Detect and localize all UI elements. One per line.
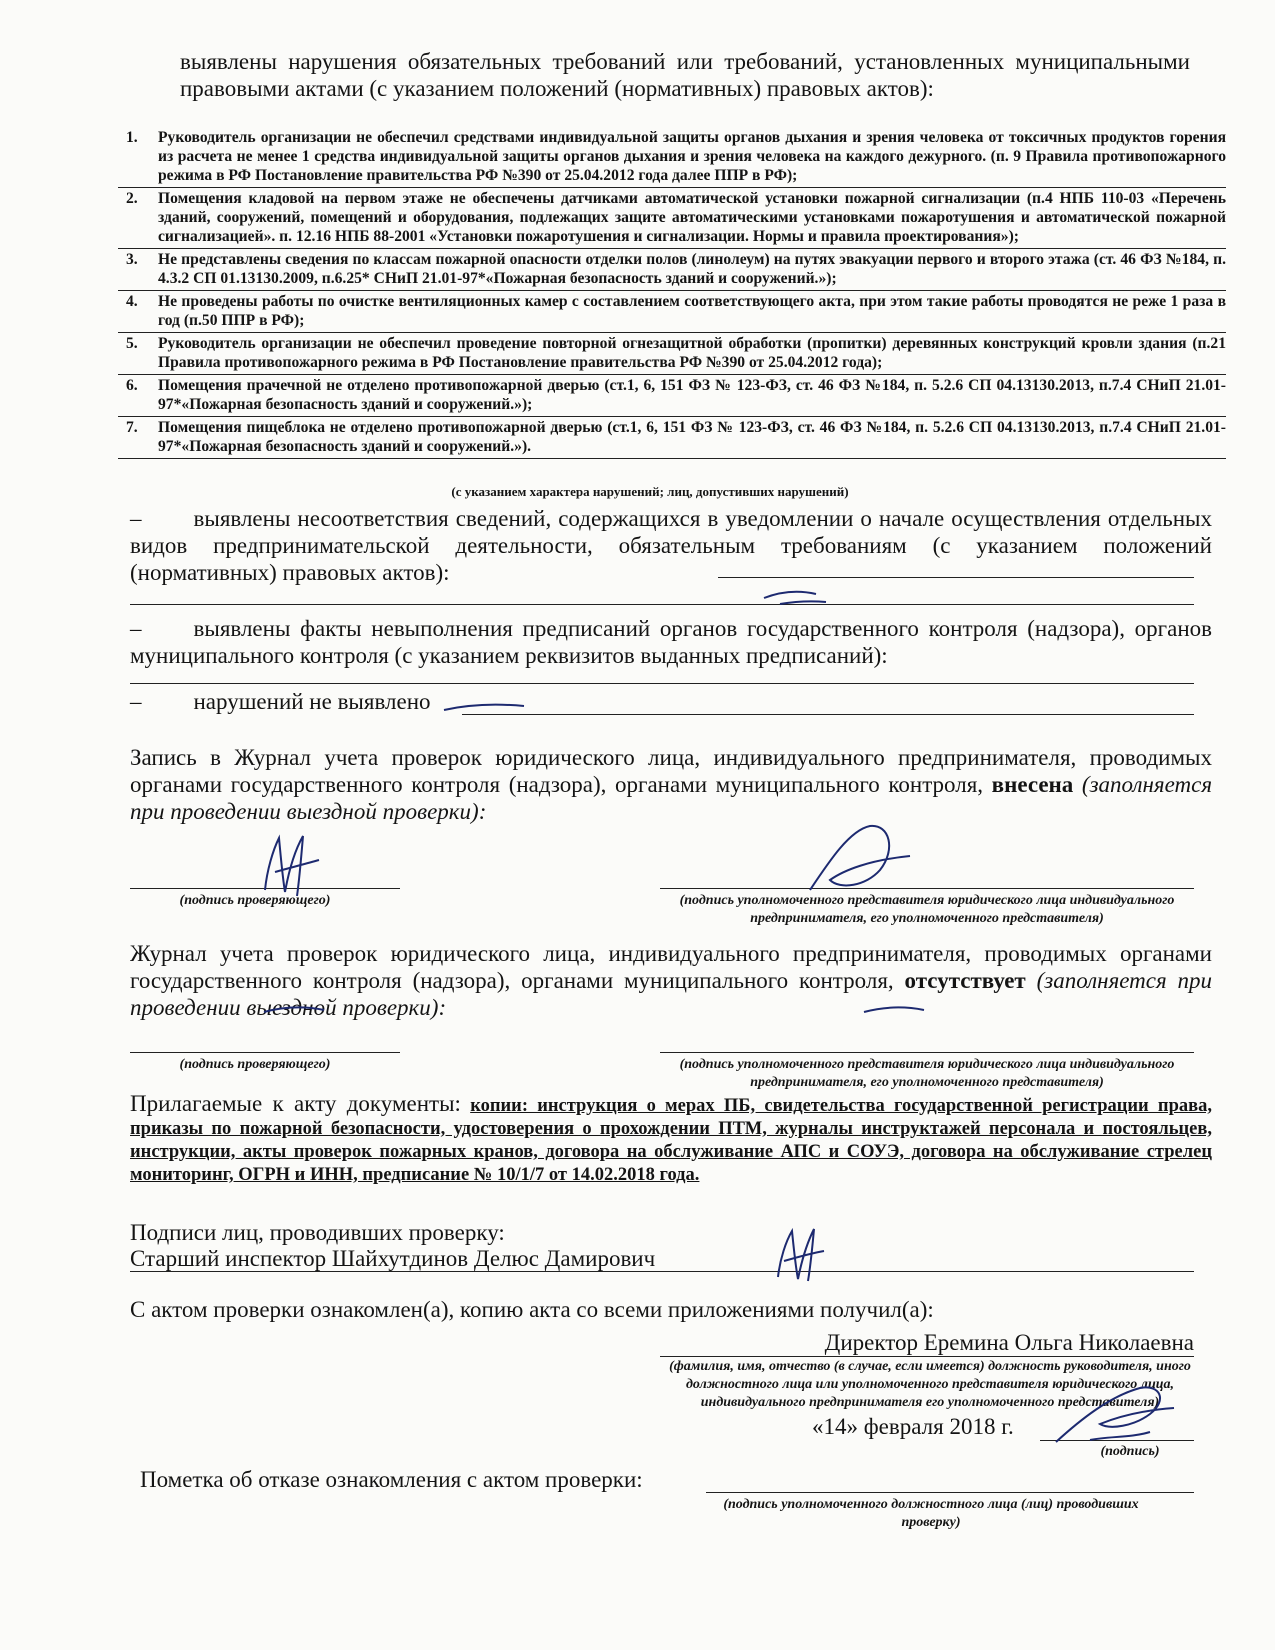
no-violations-blank-line — [462, 714, 1194, 715]
inspector-signature-caption: (подпись проверяющего) — [179, 893, 331, 908]
attached-value: копии: инструкция о мерах ПБ, свидетельства государственной регистрации права, приказы по пожарной безопасности, удостоверения о прохождении ПТМ, журналы инструктажей персонала и постояльцев, инструкции, акты проверок пожарных кранов, договора на обслуживание АПС и СОУЭ, договора на обслуживание стрелец мониторинг, ОГРН и ИНН, предписание № 10/1/7 от 14.02.2018 года. — [130, 1096, 1212, 1185]
violation-number: 6. — [126, 377, 138, 394]
refusal-signature-line — [706, 1492, 1194, 1493]
mismatch-blank-line — [718, 577, 1194, 578]
violation-number: 2. — [126, 190, 138, 207]
acquainted-label: С актом проверки ознакомлен(а), копию акта со всеми приложениями получил(а): — [130, 1297, 934, 1322]
violation-text: Не проведены работы по очистке вентиляционных камер с составлением соответствующего акта, при этом такие работы проводятся не реже 1 раза в год (п.50 ППР в РФ); — [158, 293, 1226, 329]
refusal-caption: (подпись уполномоченного должностного лица (лиц) проводивших проверку) — [723, 1497, 1139, 1530]
representative-signature-line — [660, 888, 1194, 889]
violation-text: Не представлены сведения по классам пожарной опасности отделки полов (линолеум) на путях эвакуации первого и второго этажа (ст. 46 ФЗ №184, п. 4.3.2 СП 01.13130.2009, п.6.25* СНиП 21.01-97*«Пожарная безопасность зданий и сооружений.»); — [158, 251, 1226, 287]
handwritten-dash-mark — [260, 1000, 330, 1020]
act-date: «14» февраля 2018 г. — [812, 1414, 1014, 1439]
mismatch-paragraph — [130, 505, 1212, 586]
violations-list — [118, 128, 1226, 460]
violation-item — [118, 376, 1226, 417]
violation-item — [118, 418, 1226, 459]
mismatch-blank-line-2 — [130, 604, 1194, 605]
inspector-name: Старший инспектор Шайхутдинов Делюс Дамирович — [130, 1246, 656, 1271]
representative-signature-caption: (подпись уполномоченного представителя юридического лица индивидуального предпринимателя, его уполномоченного представителя) — [679, 893, 1175, 926]
violation-text: Руководитель организации не обеспечил проведение повторной огнезащитной обработки (пропитки) деревянных конструкций кровли здания (п.21 Правила противопожарного режима в РФ Постановление правительства РФ №390 от 25.04.2012 года); — [158, 335, 1226, 371]
representative-signature-line-2 — [660, 1052, 1194, 1053]
violation-number: 1. — [126, 129, 138, 146]
violation-text: Руководитель организации не обеспечил средствами индивидуальной защиты органов дыхания и зрения человека от токсичных продуктов горения из расчета не менее 1 средства индивидуальной защиты органов дыхания и зрения человека на каждого дежурного. (п. 9 Правила противопожарного режима в РФ Постановление правительства РФ №390 от 25.04.2012 года далее ППР в РФ); — [158, 129, 1226, 184]
nonfulfillment-paragraph — [130, 615, 1212, 669]
violation-text: Помещения кладовой на первом этаже не обеспечены датчиками автоматической установки пожарной сигнализации (п.4 НПБ 110-03 «Перечень зданий, сооружений, помещений и оборудования, подлежащих защите автоматическими установками пожаротушения и автоматической пожарной сигнализацией». п. 12.16 НПБ 88-2001 «Установки пожаротушения и сигнализации. Нормы и правила проектирования»); — [158, 190, 1226, 245]
attached-documents — [130, 1092, 1212, 1187]
violation-text: Помещения прачечной не отделено противопожарной дверью (ст.1, 6, 151 ФЗ № 123-ФЗ, ст. 46 ФЗ №184, п. 5.2.6 СП 04.13130.2013, п.7.4 СНиП 21.01-97*«Пожарная безопасность зданий и сооружений.»); — [158, 377, 1226, 413]
handwritten-dash-mark — [860, 1002, 930, 1022]
violations-caption: (с указанием характера нарушений; лиц, допустивших нарушений) — [451, 484, 849, 499]
violation-text: Помещения пищеблока не отделено противопожарной дверью (ст.1, 6, 151 ФЗ № 123-ФЗ, ст. 46 ФЗ №184, п. 5.2.6 СП 04.13130.2013, п.7.4 СНиП 21.01-97*«Пожарная безопасность зданий и сооружений.»). — [158, 419, 1226, 455]
director-name-line — [660, 1356, 1194, 1357]
nonfulfillment-blank-line — [130, 683, 1194, 684]
violation-item — [118, 128, 1226, 188]
inspector-signature-line-2 — [130, 1052, 400, 1053]
inspectors-label: Подписи лиц, проводивших проверку: — [130, 1220, 505, 1245]
inspector-signature-caption-2: (подпись проверяющего) — [179, 1057, 331, 1072]
violation-number: 3. — [126, 251, 138, 268]
representative-signature-caption-2: (подпись уполномоченного представителя юридического лица индивидуального предпринимателя, его уполномоченного представителя) — [679, 1057, 1175, 1090]
handwritten-dash-mark — [440, 698, 530, 718]
no-violations-paragraph — [130, 688, 1212, 715]
representative-signature-icon — [800, 820, 920, 900]
violation-item — [118, 189, 1226, 249]
director-caption: (фамилия, имя, отчество (в случае, если имеется) должность руководителя, иного должностного лица или уполномоченного представителя юридического лица, индивидуального предпринимателя его уполномоченного представителя) — [669, 1359, 1191, 1410]
attached-label: Прилагаемые к акту документы: — [130, 1091, 461, 1116]
inspector-signature-icon — [255, 830, 325, 900]
refusal-label: Пометка об отказе ознакомления с актом проверки: — [140, 1467, 643, 1492]
inspector-name-line — [130, 1271, 1194, 1272]
dash: – — [130, 616, 142, 641]
signature-caption: (подпись) — [1100, 1444, 1160, 1459]
journal-absent-paragraph: Журнал учета проверок юридического лица, индивидуального предпринимателя, проводимых органами государственного контроля (надзора), органами муниципального контроля, отсутствует (заполняется при проведении выездной проверки): — [130, 941, 1213, 1020]
violation-item — [118, 292, 1226, 333]
violation-number: 5. — [126, 335, 138, 352]
nonfulfillment-text: выявлены факты невыполнения предписаний органов государственного контроля (надзора), органов муниципального контроля (с указанием реквизитов выданных предписаний): — [130, 616, 1212, 668]
dash: – — [130, 689, 142, 714]
inspector-signature-icon — [770, 1225, 830, 1285]
no-violations-text: нарушений не выявлено — [193, 689, 431, 714]
violation-item — [118, 250, 1226, 291]
handwritten-dash-mark — [760, 580, 840, 610]
mismatch-text: выявлены несоответствия сведений, содержащихся в уведомлении о начале осуществления отдельных видов предпринимательской деятельности, обязательным требованиям (с указанием положений (нормативных) правовых актов): — [130, 506, 1212, 585]
violation-item — [118, 334, 1226, 375]
journal-entry-paragraph: Запись в Журнал учета проверок юридического лица, индивидуального предпринимателя, проводимых органами государственного контроля (надзора), органами муниципального контроля, внесена (заполняется при проведении выездной проверки): — [130, 745, 1213, 824]
violation-number: 7. — [126, 419, 138, 436]
director-signature-icon — [1050, 1380, 1180, 1450]
intro-paragraph: выявлены нарушения обязательных требований или требований, установленных муниципальными правовыми актами (с указанием положений (нормативных) правовых актов): — [180, 49, 1190, 101]
dash: – — [130, 506, 142, 531]
violation-number: 4. — [126, 293, 138, 310]
director-name: Директор Еремина Ольга Николаевна — [824, 1330, 1194, 1355]
